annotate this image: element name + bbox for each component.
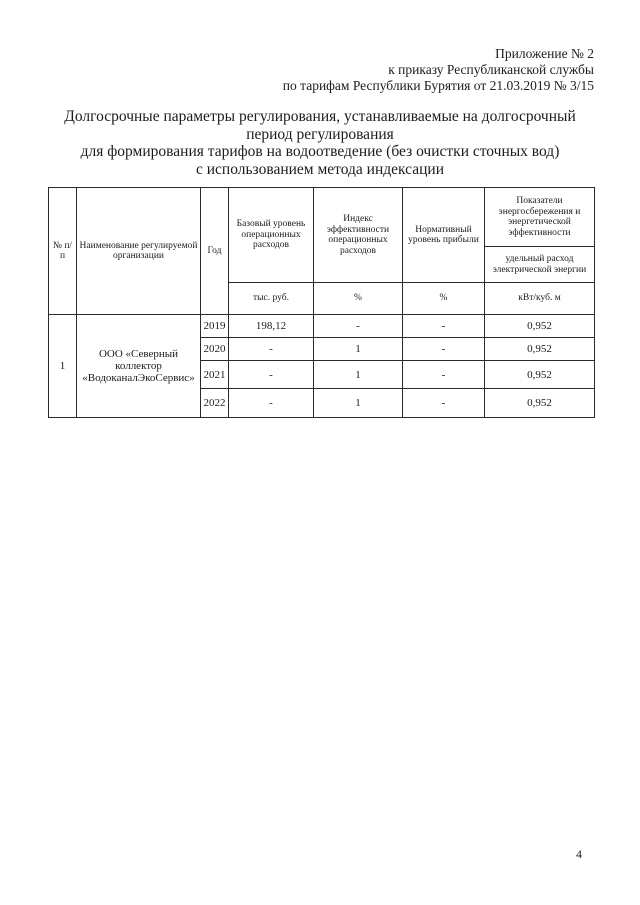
cell-profit: - <box>403 389 485 418</box>
cell-energy: 0,952 <box>485 338 595 361</box>
header-num: № п/п <box>49 188 77 315</box>
row-num: 1 <box>49 315 77 418</box>
title-line-4: с использованием метода индексации <box>195 160 445 178</box>
cell-index: - <box>314 315 403 338</box>
document-title <box>40 108 600 178</box>
cell-energy: 0,952 <box>485 389 595 418</box>
org-name: ООО «Северный коллектор «ВодоканалЭкоСервис» <box>77 315 201 418</box>
regulation-parameters-table <box>48 187 595 418</box>
cell-energy: 0,952 <box>485 361 595 389</box>
appendix-reference <box>283 46 594 94</box>
cell-profit: - <box>403 338 485 361</box>
header-energy-group: Показатели энергосбережения и энергетической эффективности <box>485 188 595 247</box>
cell-profit: - <box>403 315 485 338</box>
cell-base: 198,12 <box>229 315 314 338</box>
title-line-3: для формирования тарифов на водоотведение (без очистки сточных вод) <box>80 143 560 160</box>
cell-base: - <box>229 338 314 361</box>
header-row <box>49 188 595 247</box>
appendix-line-2: к приказу Республиканской службы <box>388 62 594 77</box>
unit-index: % <box>314 283 403 315</box>
unit-profit: % <box>403 283 485 315</box>
page-number: 4 <box>576 847 582 861</box>
cell-index: 1 <box>314 338 403 361</box>
cell-index: 1 <box>314 389 403 418</box>
cell-year: 2022 <box>201 389 229 418</box>
table-row <box>49 315 595 338</box>
cell-base: - <box>229 389 314 418</box>
cell-energy: 0,952 <box>485 315 595 338</box>
unit-energy: кВт/куб. м <box>485 283 595 315</box>
cell-year: 2019 <box>201 315 229 338</box>
header-efficiency-index: Индекс эффективности операционных расходов <box>314 188 403 283</box>
cell-base: - <box>229 361 314 389</box>
header-year: Год <box>201 188 229 315</box>
appendix-line-1: Приложение № 2 <box>495 46 594 61</box>
cell-year: 2021 <box>201 361 229 389</box>
cell-index: 1 <box>314 361 403 389</box>
header-profit-level: Нормативный уровень прибыли <box>403 188 485 283</box>
header-energy-sub: удельный расход электрической энергии <box>485 247 595 283</box>
title-line-2: период регулирования <box>246 125 394 143</box>
title-line-1: Долгосрочные параметры регулирования, устанавливаемые на долгосрочный <box>64 108 576 125</box>
cell-year: 2020 <box>201 338 229 361</box>
cell-profit: - <box>403 361 485 389</box>
unit-base: тыс. руб. <box>229 283 314 315</box>
header-org: Наименование регулируемой организации <box>77 188 201 315</box>
header-base-costs: Базовый уровень операционных расходов <box>229 188 314 283</box>
appendix-line-3: по тарифам Республики Бурятия от 21.03.2019 № 3/15 <box>282 78 594 93</box>
